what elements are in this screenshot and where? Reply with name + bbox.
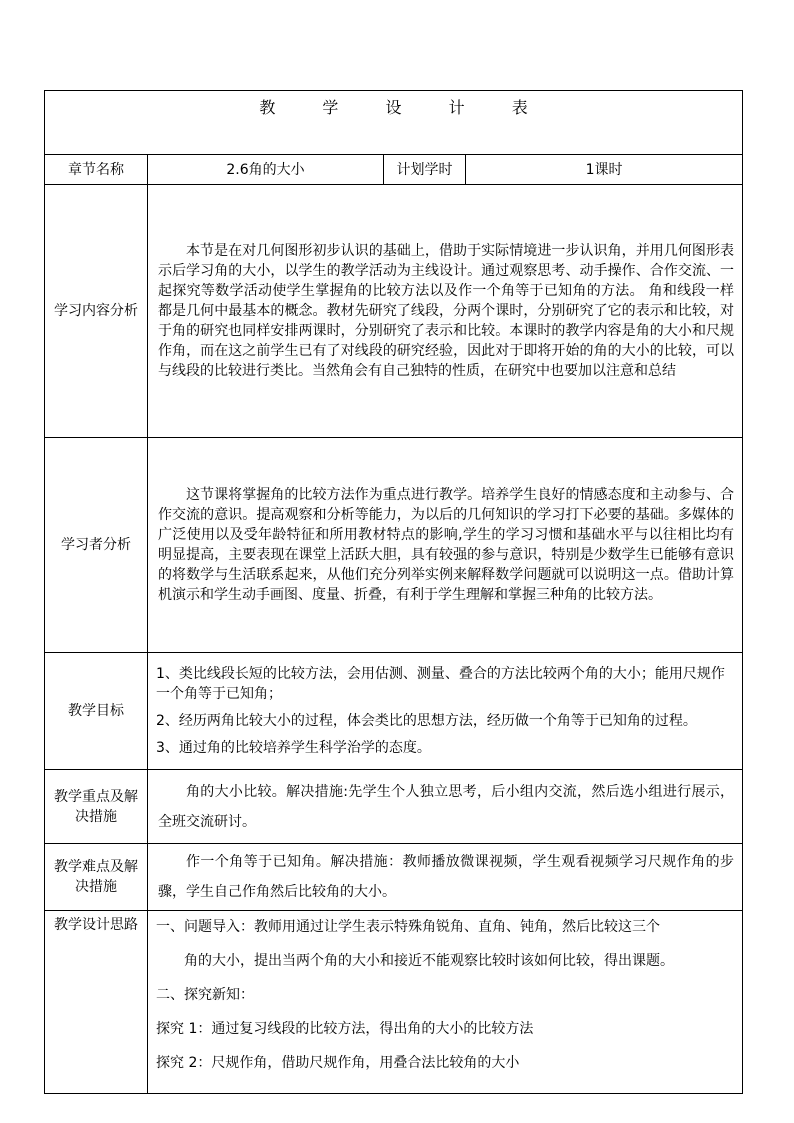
chapter-label: 章节名称: [45, 155, 148, 185]
objective-item: 1、类比线段长短的比较方法，会用估测、测量、叠合的方法比较两个角的大小；能用尺规作一个角等于已知角；: [156, 666, 725, 702]
learner-analysis-label: 学习者分析: [45, 438, 148, 653]
title-cell: [45, 91, 743, 155]
content-analysis-cell: [148, 185, 743, 438]
difficulties-text: 作一个角等于已知角。解决措施：教师播放微课视频，学生观看视频学习尺规作角的步骤，学生自己作角然后比较角的大小。: [158, 854, 735, 900]
difficulties-label: 教学难点及解决措施: [45, 844, 148, 911]
objective-item: 3、通过角的比较培养学生科学治学的态度。: [156, 740, 431, 756]
key-points-cell: [148, 770, 743, 844]
content-analysis-label: 学习内容分析: [45, 185, 148, 438]
key-points-label: 教学重点及解决措施: [45, 770, 148, 844]
objectives-cell: [148, 653, 743, 770]
content-analysis-text: 本节是在对几何图形初步认识的基础上，借助于实际情境进一步认识角，并用几何图形表示后学习角的大小，以学生的教学活动为主线设计。通过观察思考、动手操作、合作交流、一起探究等数学活动使学生掌握角的比较方法以及作一个角等于已知角的方法。 角和线段一样都是几何中最基本的概念。教材先研究了线段，分两个课时，分别研究了它的表示和比较，对于角的研究也同样安排两课时，分别研究了表示和比较。本课时的教学内容是角的大小和尺规作角，而在这之前学生已有了对线段的研究经验，因此对于即将开始的角的大小的比较，可以与线段的比较进行类比。当然角会有自己独特的性质，在研究中也要加以注意和总结: [158, 243, 735, 379]
key-points-text: 角的大小比较。解决措施:先学生个人独立思考，后小组内交流，然后选小组进行展示，全班交流研讨。: [158, 783, 735, 830]
design-line: 探究 2：尺规作角，借助尺规作角，用叠合法比较角的大小: [156, 1055, 520, 1071]
design-line: 角的大小，提出当两个角的大小和接近不能观察比较时该如何比较，得出课题。: [184, 953, 674, 969]
hours-value: 1课时: [466, 155, 743, 185]
hours-label: 计划学时: [384, 155, 466, 185]
difficulties-cell: [148, 844, 743, 911]
title-row: [45, 91, 743, 155]
design-line: 一、问题导入：教师用通过让学生表示特殊角锐角、直角、钝角，然后比较这三个: [156, 919, 660, 935]
difficulties-row: [45, 844, 743, 911]
chapter-value: 2.6角的大小: [148, 155, 384, 185]
design-line: 探究 1：通过复习线段的比较方法，得出角的大小的比较方法: [156, 1021, 534, 1037]
learner-analysis-row: [45, 438, 743, 653]
chapter-row: [45, 155, 743, 185]
content-analysis-row: [45, 185, 743, 438]
learner-analysis-cell: [148, 438, 743, 653]
learner-analysis-text: 这节课将掌握角的比较方法作为重点进行教学。培养学生良好的情感态度和主动参与、合作交流的意识。提高观察和分析等能力，为以后的几何知识的学习打下必要的基础。多媒体的广泛使用以及受年龄特征和所用教材特点的影响,学生的学习习惯和基础水平与以往相比均有明显提高，主要表现在课堂上活跃大胆，具有较强的参与意识，特别是少数学生已能够有意识的将数学与生活联系起来，从他们充分列举实例来解释数学问题就可以说明这一点。借助计算机演示和学生动手画图、度量、折叠，有利于学生理解和掌握三种角的比较方法。: [158, 487, 735, 603]
design-ideas-label: 教学设计思路: [45, 911, 148, 1094]
lesson-design-table: [44, 90, 743, 1094]
document-title: 教 学 设 计 表: [259, 98, 549, 117]
key-points-row: [45, 770, 743, 844]
objectives-row: [45, 653, 743, 770]
design-ideas-cell: [148, 911, 743, 1094]
objective-item: 2、经历两角比较大小的过程，体会类比的思想方法，经历做一个角等于已知角的过程。: [156, 713, 697, 729]
design-line: 二、探究新知：: [156, 987, 254, 1003]
objectives-label: 教学目标: [45, 653, 148, 770]
design-ideas-row: [45, 911, 743, 1094]
